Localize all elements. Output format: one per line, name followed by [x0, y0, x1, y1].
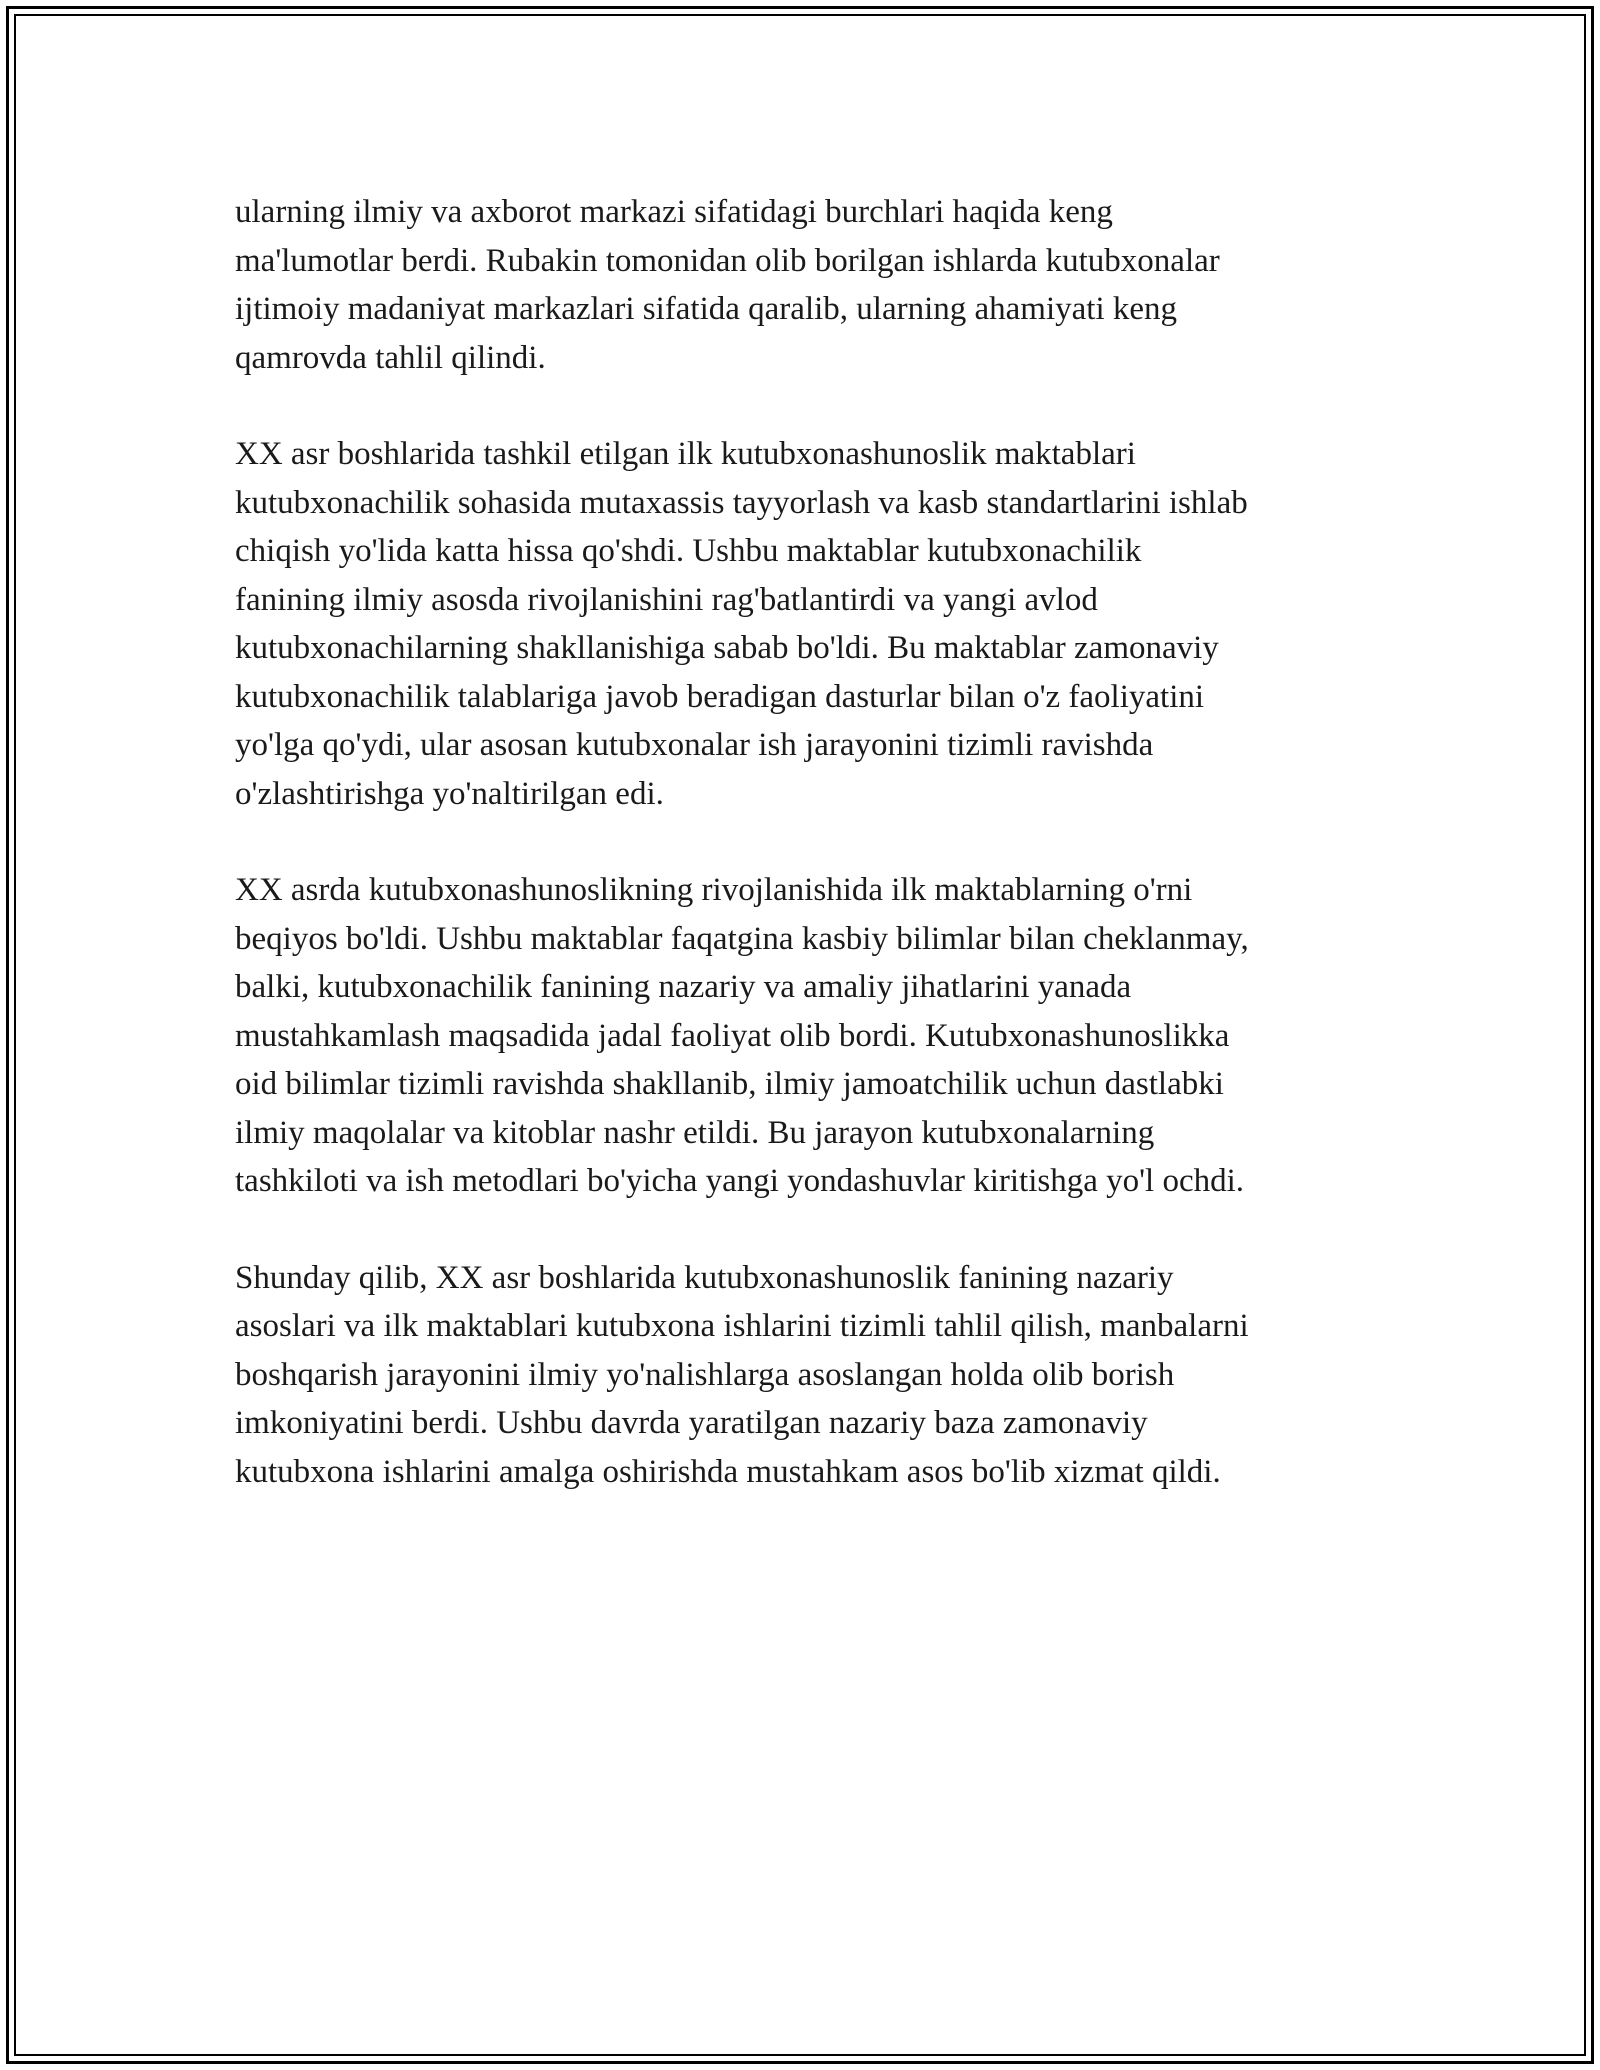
paragraph-1: ularning ilmiy va axborot markazi sifatidagi burchlari haqida keng ma'lumotlar berdi. Rubakin tomonidan olib borilgan ishlarda kutubxonalar ijtimoiy madaniyat markazlari sifatida qaralib, ularning ahamiyati keng qamrovda tahlil qilindi. [235, 194, 1220, 376]
paragraph-2: XX asr boshlarida tashkil etilgan ilk kutubxonashunoslik maktablari kutubxonachilik sohasida mutaxassis tayyorlash va kasb standartlarini ishlab chiqish yo'lida katta hissa qo'shdi. Ushbu maktablar kutubxonachilik fanining ilmiy asosda rivojlanishini rag'batlantirdi va yangi avlod kutubxonachilarning shakllanishiga sabab bo'ldi. Bu maktablar zamonaviy kutubxonachilik talablariga javob beradigan dasturlar bilan o'z faoliyatini yo'lga qo'ydi, ular asosan kutubxonalar ish jarayonini tizimli ravishda o'zlashtirishga yo'naltirilgan edi. [235, 436, 1248, 812]
paragraph-4: Shunday qilib, XX asr boshlarida kutubxonashunoslik fanining nazariy asoslari va ilk maktablari kutubxona ishlarini tizimli tahlil qilish, manbalarni boshqarish jarayonini ilmiy yo'nalishlarga asoslangan holda olib borish imkoniyatini berdi. Ushbu davrda yaratilgan nazariy baza zamonaviy kutubxona ishlarini amalga oshirishda mustahkam asos bo'lib xizmat qildi. [235, 1259, 1249, 1490]
paragraph-3: XX asrda kutubxonashunoslikning rivojlanishida ilk maktablarning o'rni beqiyos bo'ldi. Ushbu maktablar faqatgina kasbiy bilimlar bilan cheklanmay, balki, kutubxonachilik fanining nazariy va amaliy jihatlarini yanada mustahkamlash maqsadida jadal faoliyat olib bordi. Kutubxonashunoslikka oid bilimlar tizimli ravishda shakllanib, ilmiy jamoatchilik uchun dastlabki ilmiy maqolalar va kitoblar nashr etildi. Bu jarayon kutubxonalarning tashkiloti va ish metodlari bo'yicha yangi yondashuvlar kiritishga yo'l ochdi. [235, 872, 1249, 1199]
document-body [235, 188, 1375, 1544]
